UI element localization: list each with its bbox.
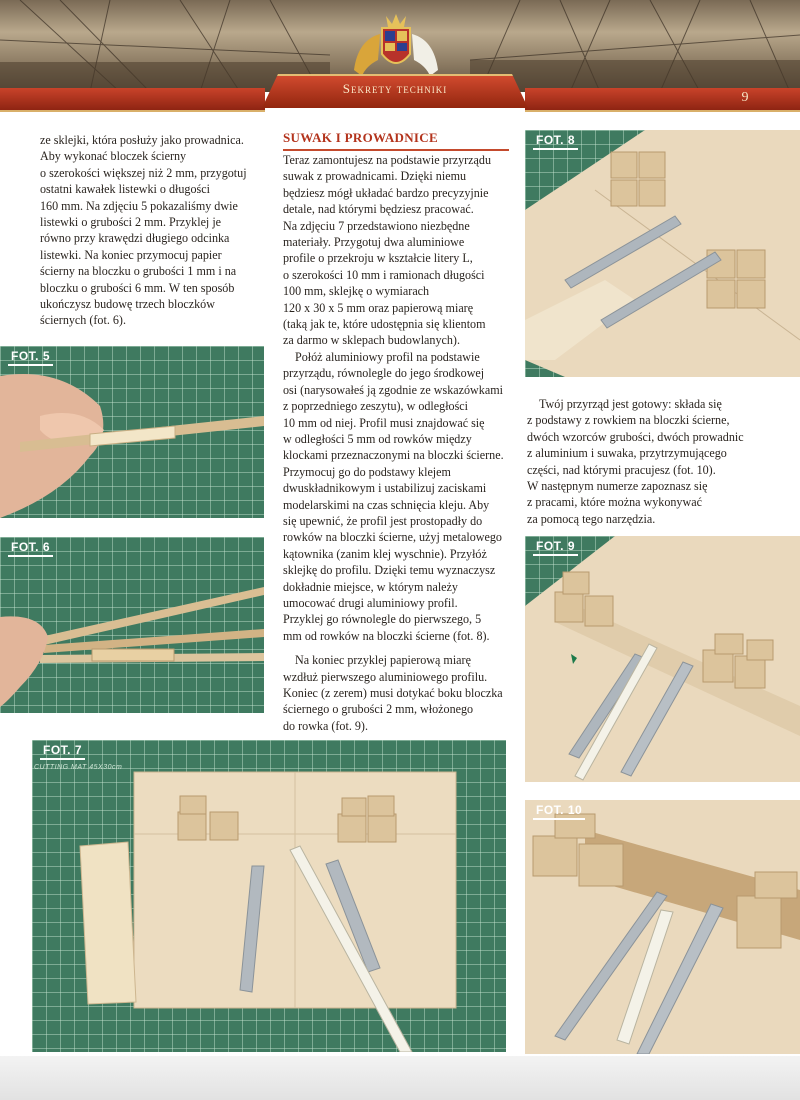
column-3-paragraph: Twój przyrząd jest gotowy: składa się z podstawy z rowkiem na bloczki ścierne, dwóch wzorców grubości, dwóch prowadnic z aluminium i suwaka, przytrzymującego części, nad którymi pracujesz (fot. 10). W następnym numerze zapoznasz się z pracami, które można wykonywać za pomocą tego narzędzia. <box>527 397 744 526</box>
cutting-mat-brand: CUTTING MAT 45X30cm <box>34 764 123 771</box>
section-title: Sekrety techniki <box>342 81 448 96</box>
column-2-paragraph-1: Teraz zamontujesz na podstawie przyrządu suwak z prowadnicami. Dzięki niemu będziesz mógł układać bardzo precyzyjnie detale, nad którymi będziesz pracować. Na zdjęciu 7 przedstawiono niezbędne materiały. Przygotuj dwa aluminiowe profile o przekroju w kształcie litery L, o szerokości 10 mm i ramionach długości 100 mm, sklejkę o wymiarach 120 x 30 x 5 mm oraz papierową miarę (taką jak te, które udostępnia się klientom za darmo w sklepach budowlanych). <box>283 153 492 348</box>
column-2-paragraph-2: Połóż aluminiowy profil na podstawie przyrządu, równolegle do jego środkowej osi (narysowałeś ją zgodnie ze wskazówkami z poprzedniego zeszytu), w odległości 10 mm od niej. Profil musi znajdować się w odległości 5 mm od rowków między klockami przeznaczonymi na bloczki ścierne. Przymocuj go do podstawy klejem dwuskładnikowym i ustabilizuj zaciskami modelarskimi na czas schnięcia kleju. Aby się upewnić, że profil jest prostopadły do rowków na bloczki ścierne, użyj metalowego kątownika (zanim klej wyschnie). Przyłóż sklejkę do profilu. Dzięki temu wyznaczysz dokładnie miejsce, w którym należy umocować drugi aluminiowy profil. Przyklej go równolegle do pierwszego, 5 mm od rowków na bloczki ścierne (fot. 8). <box>283 349 504 643</box>
column-2-paragraph-3: Na koniec przyklej papierową miarę wzdłuż pierwszego aluminiowego profilu. Koniec (z zerem) musi dotykać boku bloczka ściernego o grubości 2 mm, włożonego do rowka (fot. 9). <box>283 653 503 733</box>
photo-fot-5 <box>0 346 264 518</box>
page-header <box>0 0 800 118</box>
photo-fot-8 <box>525 130 800 377</box>
fot-6-image <box>0 537 264 713</box>
fot-5-label: FOT. 5 <box>8 348 53 366</box>
fot-9-label: FOT. 9 <box>533 538 578 556</box>
fot-8-image <box>525 130 800 377</box>
fot-7-image <box>32 740 506 1052</box>
fot-10-label: FOT. 10 <box>533 802 585 820</box>
column-3-text <box>527 396 767 527</box>
header-band-left <box>0 88 265 112</box>
column-1-paragraph: ze sklejki, która posłuży jako prowadnica. Aby wykonać bloczek ścierny o szerokości większej niż 2 mm, przygotuj ostatni kawałek listewki o długości 160 mm. Na zdjęciu 5 pokazaliśmy dwie listewki o grubości 2 mm. Przyklej je równo przy krawędzi długiego odcinka listewki. Na koniec przymocuj papier ścierny na bloczku o grubości 1 mm i na bloczku o grubości 6 mm. W ten sposób ukończysz budowę trzech bloczków ściernych (fot. 6). <box>40 133 247 328</box>
fot-9-image <box>525 536 800 782</box>
fot-10-image <box>525 800 800 1054</box>
photo-fot-7 <box>32 740 506 1052</box>
photo-fot-10 <box>525 800 800 1054</box>
photo-fot-9 <box>525 536 800 782</box>
column-2-text <box>283 152 513 734</box>
fot-6-label: FOT. 6 <box>8 539 53 557</box>
fot-5-image <box>0 346 264 518</box>
fot-8-label: FOT. 8 <box>533 132 578 150</box>
royal-crest-logo <box>340 10 452 84</box>
fot-7-label: FOT. 7 <box>40 742 85 760</box>
section-heading: SUWAK I PROWADNICE <box>283 130 509 151</box>
photo-fot-6 <box>0 537 264 713</box>
column-1-text <box>40 132 268 329</box>
page-number: 9 <box>741 90 749 105</box>
page-bottom-edge <box>0 1056 800 1100</box>
